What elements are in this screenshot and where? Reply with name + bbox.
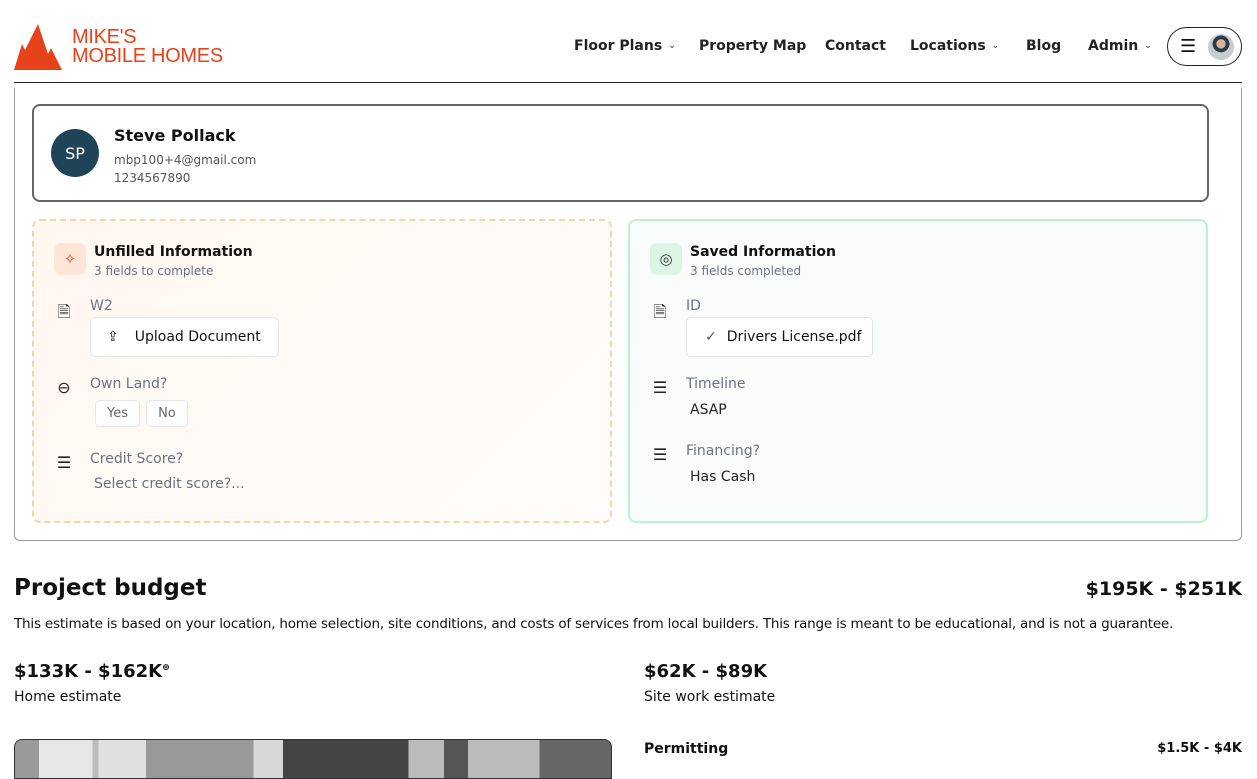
profile-email: mbp100+4@gmail.com bbox=[114, 153, 257, 167]
site-estimate-label: Site work estimate bbox=[644, 689, 776, 705]
document-icon: 🗎 bbox=[57, 302, 71, 321]
upload-document-button[interactable]: ⇪ Upload Document bbox=[90, 317, 279, 357]
nav-admin[interactable]: Admin ⌄ bbox=[1088, 38, 1152, 54]
profile-name: Steve Pollack bbox=[114, 126, 236, 145]
no-button[interactable]: No bbox=[146, 400, 188, 427]
toggle-icon: ⊖ bbox=[57, 378, 71, 397]
sparkle-icon: ✧ bbox=[54, 243, 86, 275]
credit-score-select[interactable]: Select credit score?... bbox=[94, 476, 245, 492]
chevron-down-icon: ⌄ bbox=[668, 41, 676, 51]
w2-label: W2 bbox=[90, 298, 113, 314]
nav-blog[interactable]: Blog bbox=[1026, 38, 1062, 54]
nav-property-map[interactable]: Property Map bbox=[699, 38, 807, 54]
chevron-down-icon: ⌄ bbox=[991, 41, 1000, 51]
card-title: Unfilled Information bbox=[94, 244, 253, 260]
budget-title: Project budget bbox=[14, 575, 207, 601]
saved-information-card bbox=[628, 219, 1208, 523]
avatar: SP bbox=[51, 129, 99, 177]
card-subtitle: 3 fields completed bbox=[690, 264, 802, 278]
id-label: ID bbox=[686, 298, 701, 314]
financing-value: Has Cash bbox=[690, 469, 756, 485]
card-subtitle: 3 fields to complete bbox=[94, 264, 214, 278]
nav-contact[interactable]: Contact bbox=[825, 38, 886, 54]
own-land-label: Own Land? bbox=[90, 376, 168, 392]
timeline-value: ASAP bbox=[690, 402, 727, 418]
logo[interactable] bbox=[14, 24, 234, 70]
user-menu-button[interactable] bbox=[1167, 27, 1242, 66]
chevron-down-icon: ⌄ bbox=[1144, 41, 1152, 51]
header-divider bbox=[14, 82, 1242, 83]
timeline-label: Timeline bbox=[686, 376, 746, 392]
brand-name: MIKE'S MOBILE HOMES bbox=[72, 26, 223, 67]
credit-score-label: Credit Score? bbox=[90, 451, 184, 467]
budget-total: $195K - $251K bbox=[1085, 578, 1242, 600]
list-icon: ☰ bbox=[56, 453, 72, 472]
avatar bbox=[1208, 34, 1234, 60]
nav-floor-plans[interactable]: Floor Plans ⌄ bbox=[574, 38, 676, 54]
profile-card bbox=[32, 104, 1209, 202]
profile-phone: 1234567890 bbox=[114, 171, 191, 185]
home-estimate-label: Home estimate bbox=[14, 689, 122, 705]
check-icon: ✓ bbox=[705, 329, 717, 345]
budget-description: This estimate is based on your location, home selection, site conditions, and costs of services from local builders. This range is meant to be educational, and is not a guarantee. bbox=[14, 616, 1174, 632]
yes-button[interactable]: Yes bbox=[95, 400, 140, 427]
id-file-button[interactable]: ✓ Drivers License.pdf bbox=[686, 317, 873, 357]
unfilled-information-card bbox=[32, 219, 612, 523]
home-image bbox=[14, 739, 612, 779]
list-icon: ☰ bbox=[652, 378, 668, 397]
home-estimate-value: $133K - $162K⊛ bbox=[14, 661, 170, 682]
list-icon: ☰ bbox=[652, 445, 668, 464]
permitting-label: Permitting bbox=[644, 741, 729, 757]
hamburger-icon: ☰ bbox=[1180, 36, 1197, 57]
permitting-value: $1.5K - $4K bbox=[1157, 741, 1242, 756]
upload-icon: ⇪ bbox=[107, 329, 119, 345]
info-icon[interactable]: ⊛ bbox=[162, 663, 170, 673]
financing-label: Financing? bbox=[686, 443, 761, 459]
mountain-logo-icon bbox=[14, 24, 62, 70]
nav-locations[interactable]: Locations ⌄ bbox=[910, 38, 1000, 54]
card-title: Saved Information bbox=[690, 244, 836, 260]
site-estimate-value: $62K - $89K bbox=[644, 661, 768, 682]
document-icon: 🗎 bbox=[653, 302, 667, 321]
check-circle-icon: ◎ bbox=[650, 243, 682, 275]
